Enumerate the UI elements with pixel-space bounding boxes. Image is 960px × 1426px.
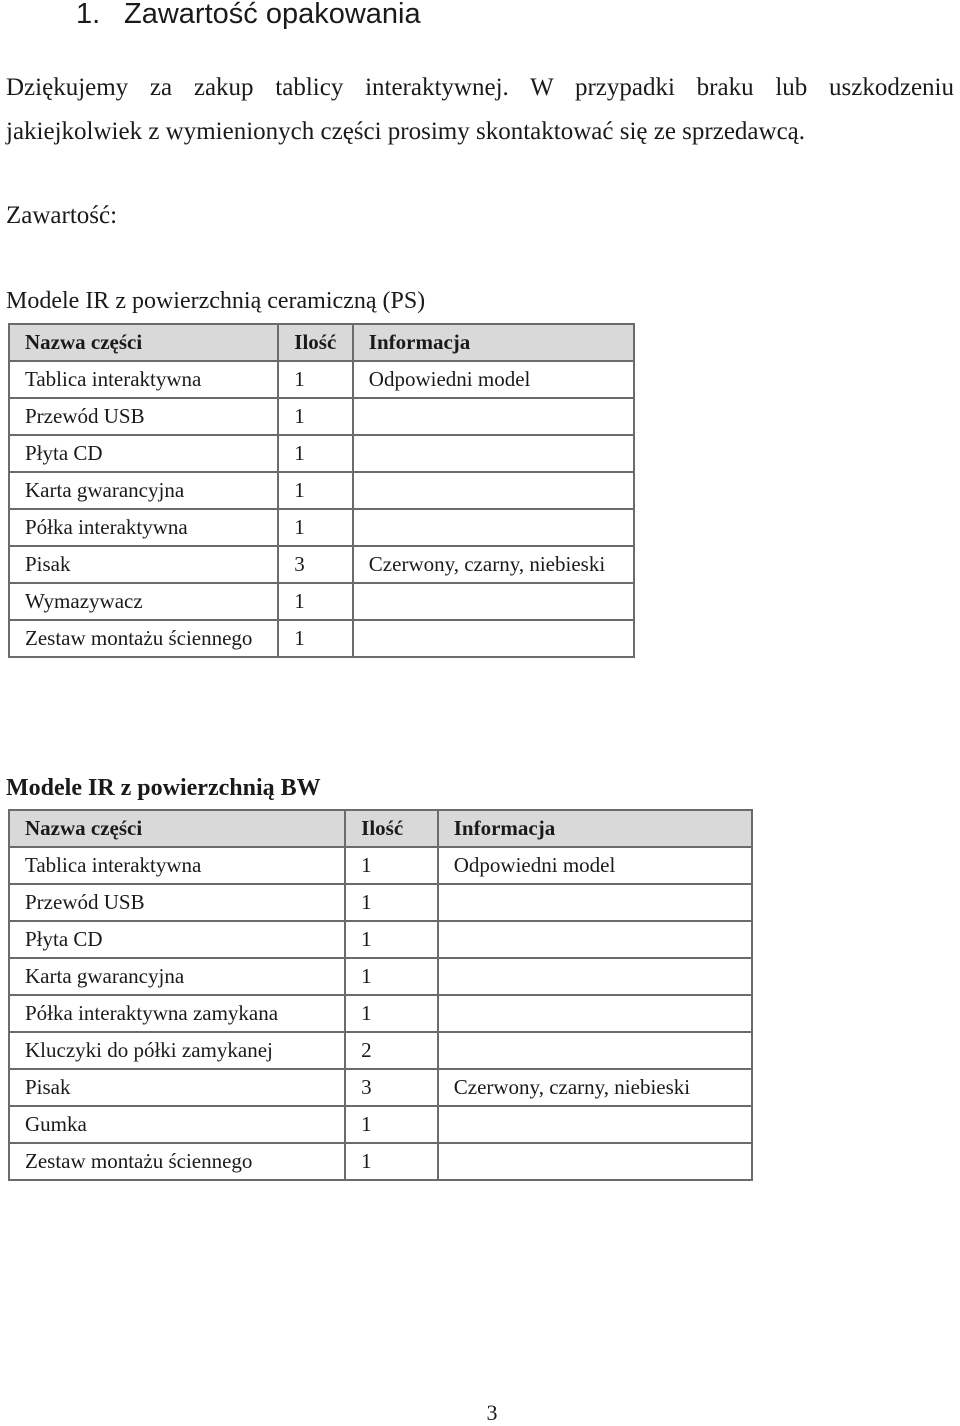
part-name-cell: Półka interaktywna zamykana	[9, 995, 345, 1032]
part-name-cell: Płyta CD	[9, 921, 345, 958]
table-row	[9, 921, 752, 958]
bw-models-title: Modele IR z powierzchnią BW	[6, 775, 321, 801]
part-name-cell: Przewód USB	[9, 884, 345, 921]
part-name-cell: Wymazywacz	[9, 583, 278, 620]
part-name-cell: Zestaw montażu ściennego	[9, 1143, 345, 1180]
table-row	[9, 1032, 752, 1069]
quantity-cell: 1	[278, 509, 353, 546]
table-header-row	[9, 324, 634, 361]
information-cell	[438, 1032, 752, 1069]
information-cell	[438, 995, 752, 1032]
quantity-cell: 1	[345, 884, 438, 921]
quantity-cell: 1	[345, 847, 438, 884]
table-row	[9, 1106, 752, 1143]
information-cell	[353, 472, 634, 509]
information-cell	[438, 1143, 752, 1180]
part-name-cell: Karta gwarancyjna	[9, 958, 345, 995]
column-header-quantity: Ilość	[278, 324, 353, 361]
information-cell	[438, 958, 752, 995]
table-header-row	[9, 810, 752, 847]
information-cell	[353, 398, 634, 435]
table-row	[9, 472, 634, 509]
part-name-cell: Pisak	[9, 1069, 345, 1106]
part-name-cell: Zestaw montażu ściennego	[9, 620, 278, 657]
column-header-quantity: Ilość	[345, 810, 438, 847]
table-row	[9, 509, 634, 546]
information-cell	[353, 435, 634, 472]
part-name-cell: Kluczyki do półki zamykanej	[9, 1032, 345, 1069]
part-name-cell: Płyta CD	[9, 435, 278, 472]
part-name-cell: Przewód USB	[9, 398, 278, 435]
table-row	[9, 398, 634, 435]
column-header-part-name: Nazwa części	[9, 810, 345, 847]
information-cell	[353, 620, 634, 657]
quantity-cell: 1	[278, 472, 353, 509]
table-row	[9, 546, 634, 583]
table-row	[9, 583, 634, 620]
column-header-information: Informacja	[438, 810, 752, 847]
part-name-cell: Tablica interaktywna	[9, 847, 345, 884]
information-cell	[438, 1106, 752, 1143]
information-cell	[438, 884, 752, 921]
quantity-cell: 1	[278, 583, 353, 620]
information-cell	[353, 583, 634, 620]
information-cell: Odpowiedni model	[438, 847, 752, 884]
table-row	[9, 361, 634, 398]
information-cell: Czerwony, czarny, niebieski	[353, 546, 634, 583]
information-cell: Odpowiedni model	[353, 361, 634, 398]
information-cell: Czerwony, czarny, niebieski	[438, 1069, 752, 1106]
ps-models-title: Modele IR z powierzchnią ceramiczną (PS)	[6, 288, 426, 314]
quantity-cell: 1	[278, 361, 353, 398]
table-row	[9, 958, 752, 995]
quantity-cell: 1	[345, 958, 438, 995]
quantity-cell: 1	[345, 921, 438, 958]
information-cell	[438, 921, 752, 958]
part-name-cell: Pisak	[9, 546, 278, 583]
quantity-cell: 1	[278, 398, 353, 435]
quantity-cell: 1	[345, 1106, 438, 1143]
quantity-cell: 2	[345, 1032, 438, 1069]
table-row	[9, 435, 634, 472]
page-number: 3	[486, 1400, 498, 1425]
section-heading	[76, 0, 421, 32]
table-row	[9, 995, 752, 1032]
column-header-part-name: Nazwa części	[9, 324, 278, 361]
bw-table-body	[9, 847, 752, 1180]
ps-parts-table	[8, 323, 635, 658]
contents-label: Zawartość:	[6, 202, 118, 229]
quantity-cell: 1	[278, 620, 353, 657]
part-name-cell: Półka interaktywna	[9, 509, 278, 546]
part-name-cell: Karta gwarancyjna	[9, 472, 278, 509]
section-title: Zawartość opakowania	[124, 0, 421, 30]
section-number: 1.	[76, 0, 101, 30]
ps-table-body	[9, 361, 634, 657]
part-name-cell: Gumka	[9, 1106, 345, 1143]
information-cell	[353, 509, 634, 546]
quantity-cell: 1	[345, 995, 438, 1032]
quantity-cell: 3	[278, 546, 353, 583]
intro-paragraph: Dziękujemy za zakup tablicy interaktywnej. W przypadki braku lub uszkodzeniu jakiejkolwiek z wymienionych części prosimy skontaktować się ze sprzedawcą.	[6, 74, 954, 145]
table-row	[9, 620, 634, 657]
quantity-cell: 1	[345, 1143, 438, 1180]
table-row	[9, 847, 752, 884]
table-row	[9, 1143, 752, 1180]
quantity-cell: 1	[278, 435, 353, 472]
quantity-cell: 3	[345, 1069, 438, 1106]
column-header-information: Informacja	[353, 324, 634, 361]
table-row	[9, 884, 752, 921]
part-name-cell: Tablica interaktywna	[9, 361, 278, 398]
table-row	[9, 1069, 752, 1106]
bw-parts-table	[8, 809, 753, 1181]
